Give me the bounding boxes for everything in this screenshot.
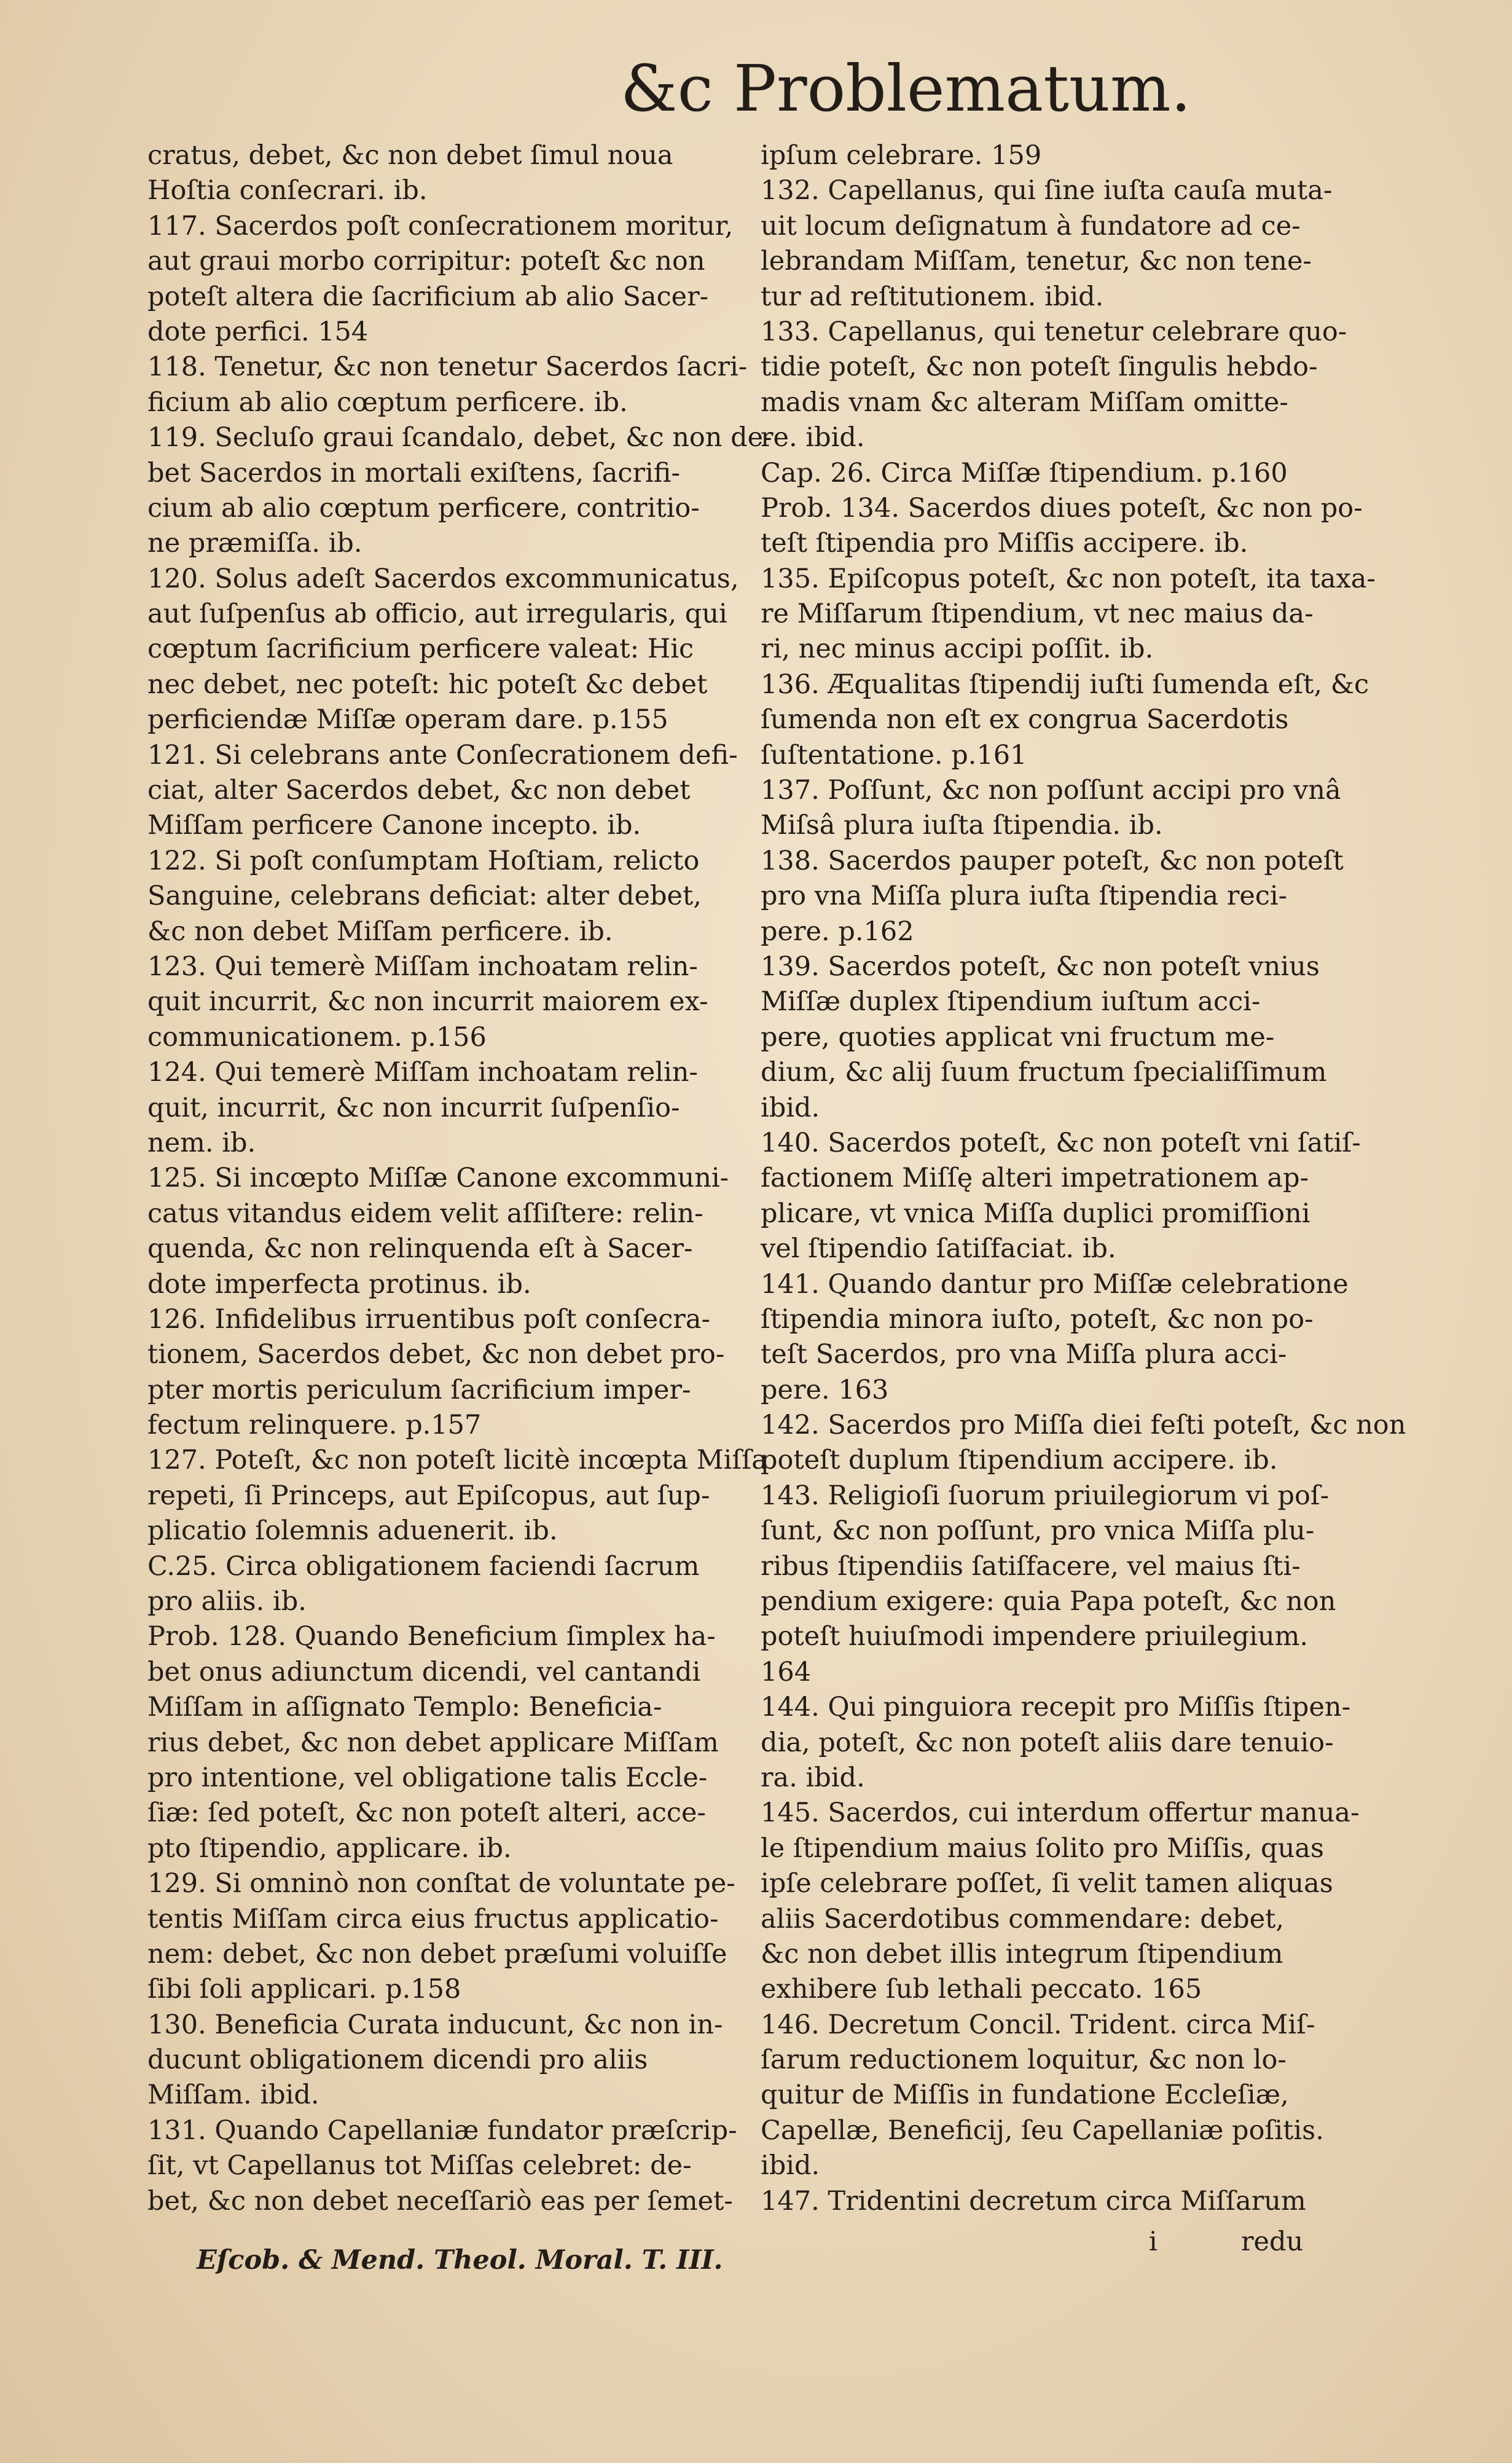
text-line: 147. Tridentini decretum circa Miſſarum <box>761 2185 1306 2217</box>
text-line: nec debet, nec poteſt: hic poteſt &c debet <box>147 669 708 700</box>
text-line: teſt Sacerdos, pro vna Miſſa plura acci- <box>761 1339 1287 1370</box>
text-line: Miſſam in aſſignato Templo: Beneficia- <box>147 1692 662 1723</box>
text-line: plicare, vt vnica Miſſa duplici promiſſioni <box>761 1198 1310 1229</box>
text-line: poteſt huiuſmodi impendere priuilegium. <box>761 1621 1309 1652</box>
text-line: vel ſtipendio ſatiſfaciat. ib. <box>761 1233 1116 1265</box>
text-line: 118. Tenetur, &c non tenetur Sacerdos ſacri- <box>147 352 748 383</box>
text-line: exhibere ſub lethali peccato. 165 <box>761 1974 1202 2005</box>
text-line: le ſtipendium maius ſolito pro Miſſis, quas <box>761 1833 1324 1864</box>
text-line: 136. Æqualitas ſtipendij iuſti ſumenda eſt, &c <box>761 669 1369 700</box>
text-line: 164 <box>761 1656 812 1687</box>
text-line: 127. Poteſt, &c non poteſt licitè incœpta Miſſa <box>147 1445 767 1476</box>
text-line: tentis Miſſam circa eius fructus applicatio- <box>147 1903 719 1935</box>
text-line: madis vnam &c alteram Miſſam omitte- <box>761 387 1288 418</box>
text-line: Miſſam. ibid. <box>147 2080 319 2111</box>
text-line: pro aliis. ib. <box>147 1586 307 1617</box>
text-line: quit incurrit, &c non incurrit maiorem ex- <box>147 986 708 1018</box>
text-line: 138. Sacerdos pauper poteſt, &c non poteſt <box>761 845 1344 876</box>
text-line: catus vitandus eidem velit aſſiſtere: relin- <box>147 1198 703 1229</box>
text-line: Cap. 26. Circa Miſſæ ſtipendium. p.160 <box>761 457 1288 489</box>
text-line: pere, quoties applicat vni fructum me- <box>761 1021 1275 1053</box>
text-line: 117. Sacerdos poſt conſecrationem moritur, <box>147 210 734 242</box>
printer-signature: Eſcob. & Mend. Theol. Moral. T. III. <box>197 2245 723 2276</box>
text-line: ipſe celebrare poſſet, ſi velit tamen aliquas <box>761 1868 1333 1899</box>
text-line: Hoſtia conſecrari. ib. <box>147 175 428 206</box>
text-line: factionem Miſſę alteri impetrationem ap- <box>761 1163 1309 1194</box>
text-line: ipſum celebrare. 159 <box>761 140 1042 171</box>
text-line: cœptum ſacrificium perficere valeat: Hic <box>147 634 694 665</box>
text-line: ſit, vt Capellanus tot Miſſas celebret: de- <box>147 2150 692 2182</box>
text-line: 130. Beneficia Curata inducunt, &c non in- <box>147 2009 723 2040</box>
text-line: ſtipendia minora iuſto, poteſt, &c non po- <box>761 1303 1314 1335</box>
text-line: poteſt duplum ſtipendium accipere. ib. <box>761 1445 1278 1476</box>
text-line: ſiæ: ſed poteſt, &c non poteſt alteri, acce- <box>147 1797 706 1829</box>
text-line: 125. Si incœpto Miſſæ Canone excommuni- <box>147 1163 729 1194</box>
text-line: pro intentione, vel obligatione talis Eccle- <box>147 1762 708 1793</box>
text-line: Miſſæ duplex ſtipendium iuſtum acci- <box>761 986 1261 1018</box>
text-line: &c non debet illis integrum ſtipendium <box>761 1938 1283 1970</box>
text-line: cium ab alio cœptum perficere, contritio- <box>147 492 700 524</box>
text-line: 132. Capellanus, qui ſine iuſta cauſa muta- <box>761 175 1333 206</box>
text-line: fectum relinquere. p.157 <box>147 1410 482 1441</box>
text-line: 145. Sacerdos, cui interdum offertur manua- <box>761 1797 1360 1829</box>
text-line: ibid. <box>761 2150 820 2182</box>
text-line: plicatio ſolemnis aduenerit. ib. <box>147 1515 558 1547</box>
text-line: pere. 163 <box>761 1374 889 1405</box>
text-line: aliis Sacerdotibus commendare: debet, <box>761 1903 1285 1935</box>
text-line: tur ad reſtitutionem. ibid. <box>761 281 1104 312</box>
text-line: quenda, &c non relinquenda eſt à Sacer- <box>147 1233 693 1265</box>
text-line: rius debet, &c non debet applicare Miſſam <box>147 1727 719 1758</box>
text-line: quit, incurrit, &c non incurrit ſuſpenſio- <box>147 1092 680 1123</box>
page-mark: i <box>1149 2226 1158 2257</box>
text-line: C.25. Circa obligationem faciendi ſacrum <box>147 1550 700 1582</box>
text-line: Sanguine, celebrans deficiat: alter debet, <box>147 881 702 912</box>
text-line: 135. Epiſcopus poteſt, &c non poteſt, ita taxa- <box>761 563 1376 594</box>
text-line: ibid. <box>761 1092 820 1123</box>
text-line: re Miſſarum ſtipendium, vt nec maius da- <box>761 599 1314 630</box>
text-line: dia, poteſt, &c non poteſt aliis dare tenuio- <box>761 1727 1334 1758</box>
page-title: &c Problematum. <box>621 51 1191 126</box>
text-line: quitur de Miſſis in fundatione Eccleſiæ, <box>761 2080 1289 2111</box>
text-line: 143. Religioſi ſuorum priuilegiorum vi poſ- <box>761 1480 1330 1511</box>
text-line: 122. Si poſt conſumptam Hoſtiam, relicto <box>147 845 700 876</box>
text-line: 131. Quando Capellaniæ fundator præſcrip- <box>147 2115 737 2146</box>
text-line: ducunt obligationem dicendi pro aliis <box>147 2045 648 2076</box>
text-line: dote imperfecta protinus. ib. <box>147 1268 531 1300</box>
text-line: bet, &c non debet neceſſariò eas per ſemet- <box>147 2185 733 2217</box>
text-line: dium, &c alij ſuum fructum ſpecialiſſimum <box>761 1057 1327 1088</box>
text-line: ſunt, &c non poſſunt, pro vnica Miſſa plu- <box>761 1515 1315 1547</box>
text-line: uit locum deſignatum à fundatore ad ce- <box>761 210 1301 242</box>
text-line: Prob. 134. Sacerdos diues poteſt, &c non po- <box>761 492 1363 524</box>
text-line: aut ſuſpenſus ab officio, aut irregularis, qui <box>147 599 727 630</box>
text-line: teſt ſtipendia pro Miſſis accipere. ib. <box>761 528 1248 559</box>
text-line: 129. Si omninò non conſtat de voluntate pe- <box>147 1868 735 1899</box>
text-line: ſuſtentatione. p.161 <box>761 739 1027 771</box>
text-line: 141. Quando dantur pro Miſſæ celebratione <box>761 1268 1349 1300</box>
text-line: 137. Poſſunt, &c non poſſunt accipi pro vnâ <box>761 775 1341 806</box>
text-line: &c non debet Miſſam perficere. ib. <box>147 916 613 947</box>
text-line: ri, nec minus accipi poſſit. ib. <box>761 634 1154 665</box>
text-line: pto ſtipendio, applicare. ib. <box>147 1833 512 1864</box>
text-line: 119. Secluſo graui ſcandalo, debet, &c non de- <box>147 422 772 454</box>
text-line: 139. Sacerdos poteſt, &c non poteſt vnius <box>761 951 1320 982</box>
text-line: 140. Sacerdos poteſt, &c non poteſt vni ſatiſ- <box>761 1127 1361 1158</box>
text-line: ſibi ſoli applicari. p.158 <box>147 1974 461 2005</box>
text-line: ra. ibid. <box>761 1762 865 1793</box>
text-line: Miſsâ plura iuſta ſtipendia. ib. <box>761 810 1163 841</box>
text-line: ſumenda non eſt ex congrua Sacerdotis <box>761 704 1289 736</box>
text-line: 120. Solus adeſt Sacerdos excommunicatus, <box>147 563 739 594</box>
text-line: ne præmiſſa. ib. <box>147 528 362 559</box>
left-column <box>147 138 772 2219</box>
text-line: tidie poteſt, &c non poteſt ſingulis hebdo- <box>761 352 1318 383</box>
text-line: 124. Qui temerè Miſſam inchoatam relin- <box>147 1057 698 1088</box>
text-line: aut graui morbo corripitur: poteſt &c non <box>147 246 705 277</box>
text-line: tionem, Sacerdos debet, &c non debet pro- <box>147 1339 725 1370</box>
text-line: dote perfici. 154 <box>147 316 369 347</box>
text-line: poteſt altera die ſacrificium ab alio Sacer- <box>147 281 709 312</box>
text-line: communicationem. p.156 <box>147 1021 487 1053</box>
text-line: 142. Sacerdos pro Miſſa diei feſti poteſt, &c non <box>761 1410 1406 1441</box>
text-line: ciat, alter Sacerdos debet, &c non debet <box>147 775 691 806</box>
text-line: pter mortis periculum ſacrificium imper- <box>147 1374 691 1405</box>
text-line: nem. ib. <box>147 1127 256 1158</box>
text-line: pere. p.162 <box>761 916 914 947</box>
text-line: nem: debet, &c non debet præſumi voluiſſe <box>147 1938 727 1970</box>
text-line: 121. Si celebrans ante Conſecrationem defi- <box>147 739 738 771</box>
text-line: perficiendæ Miſſæ operam dare. p.155 <box>147 704 668 736</box>
text-line: Prob. 128. Quando Beneficium ſimplex ha- <box>147 1621 716 1652</box>
text-line: ficium ab alio cœptum perficere. ib. <box>147 387 628 418</box>
text-line: repeti, ſi Princeps, aut Epiſcopus, aut ſup- <box>147 1480 710 1511</box>
text-line: 146. Decretum Concil. Trident. circa Miſ- <box>761 2009 1315 2040</box>
text-line: lebrandam Miſſam, tenetur, &c non tene- <box>761 246 1312 277</box>
text-line: ribus ſtipendiis ſatiſfacere, vel maius ſti- <box>761 1550 1301 1582</box>
text-line: bet Sacerdos in mortali exiſtens, ſacrifi- <box>147 457 681 489</box>
text-line: ſarum reductionem loquitur, &c non lo- <box>761 2045 1287 2076</box>
text-line: 126. Infidelibus irruentibus poſt conſecra- <box>147 1303 710 1335</box>
text-line: re. ibid. <box>761 422 865 454</box>
text-line: Capellæ, Beneficij, ſeu Capellaniæ poſitis. <box>761 2115 1324 2146</box>
right-column <box>761 138 1406 2219</box>
text-line: pro vna Miſſa plura iuſta ſtipendia reci- <box>761 881 1288 912</box>
text-line: pendium exigere: quia Papa poteſt, &c non <box>761 1586 1336 1617</box>
text-line: 133. Capellanus, qui tenetur celebrare quo- <box>761 316 1347 347</box>
text-line: bet onus adiunctum dicendi, vel cantandi <box>147 1656 701 1687</box>
text-line: 144. Qui pinguiora recepit pro Miſſis ſtipen- <box>761 1692 1351 1723</box>
text-line: Miſſam perficere Canone incepto. ib. <box>147 810 641 841</box>
catchword: redu <box>1241 2226 1304 2257</box>
text-line: cratus, debet, &c non debet ſimul noua <box>147 140 673 171</box>
text-line: 123. Qui temerè Miſſam inchoatam relin- <box>147 951 698 982</box>
